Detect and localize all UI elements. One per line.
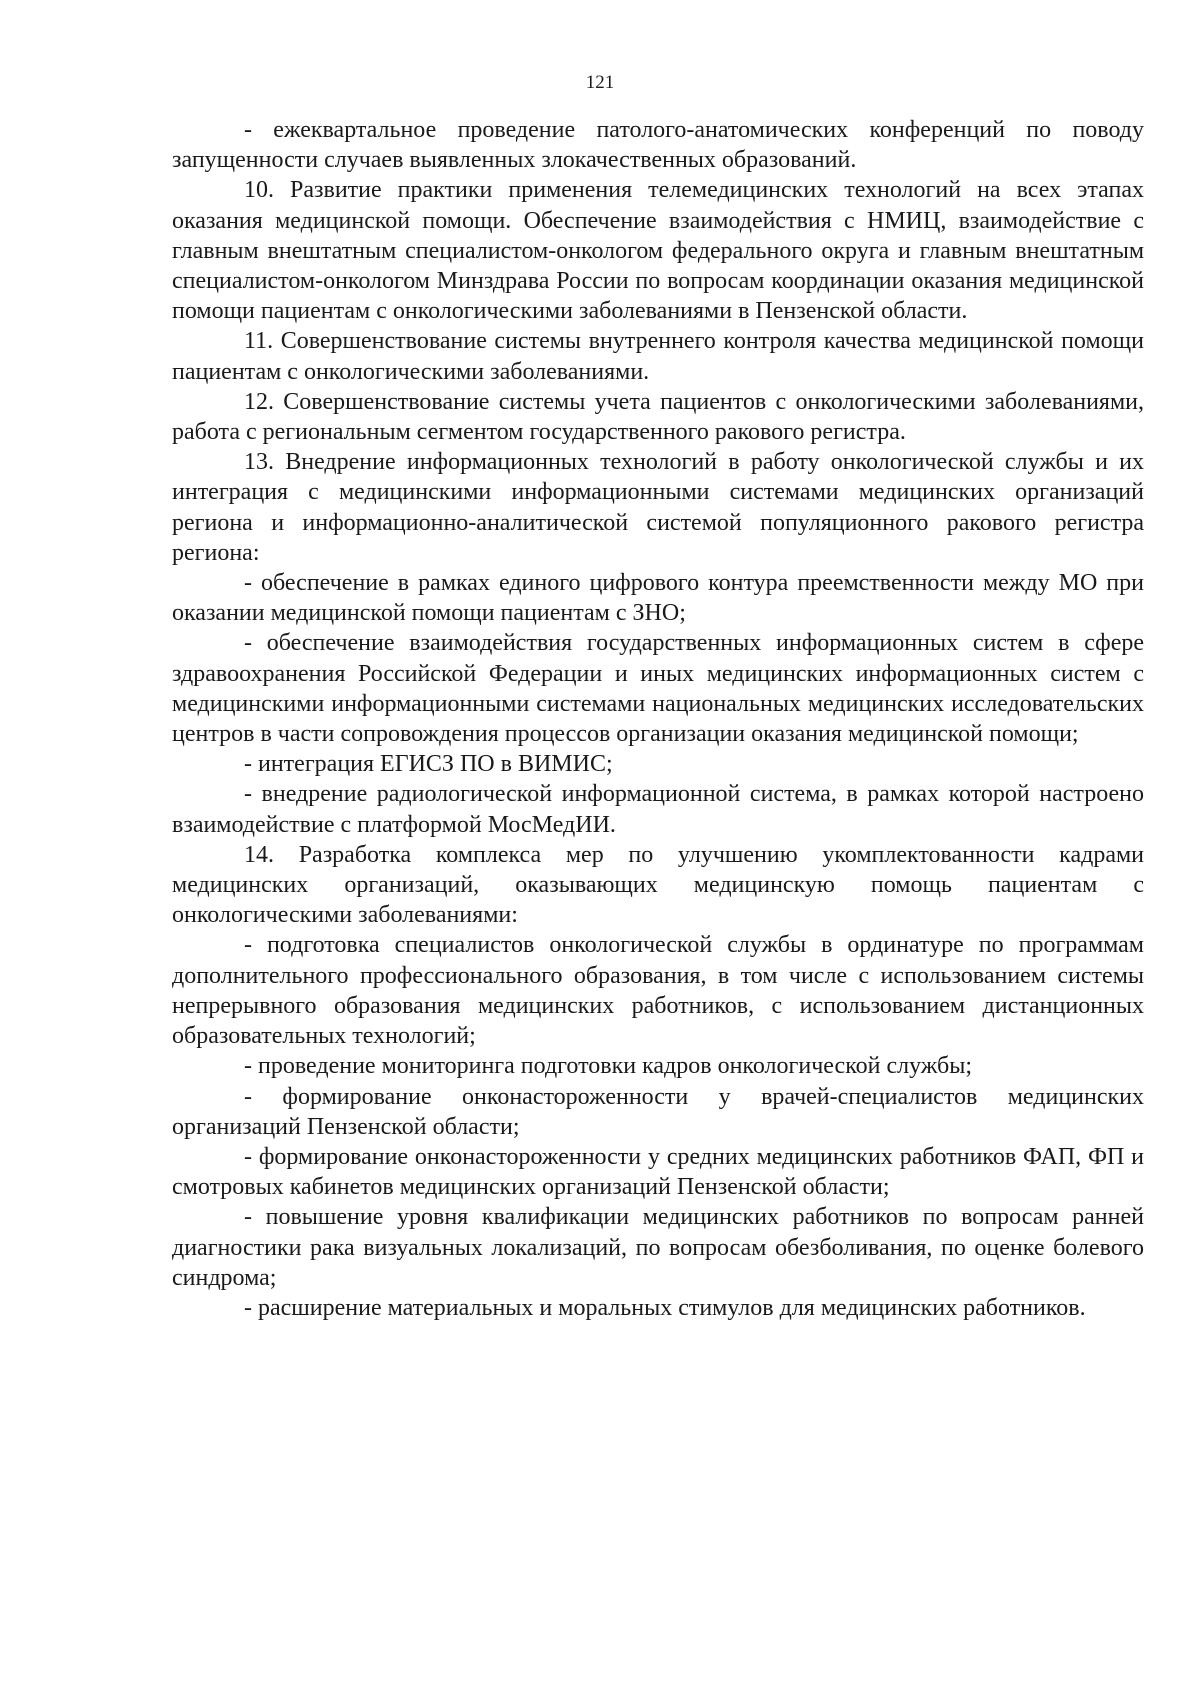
paragraph-systems-interaction: - обеспечение взаимодействия государственных информационных систем в сфере здравоохранения Российской Федерации и иных медицинских информационных систем с медицинскими информационными системами национальных медицинских исследовательских центров в части сопровождения процессов организации оказания медицинской помощи; — [172, 630, 1144, 748]
paragraph-nurses-awareness: - формирование онконастороженности у средних медицинских работников ФАП, ФП и смотровых кабинетов медицинских организаций Пензенской области; — [172, 1143, 1144, 1201]
paragraph-digital-contour: - обеспечение в рамках единого цифрового контура преемственности между МО при оказании медицинской помощи пациентам с ЗНО; — [172, 570, 1144, 627]
paragraph-item-12: 12. Совершенствование системы учета пациентов с онкологическими заболеваниями, работа с региональным сегментом государственного ракового регистра. — [172, 388, 1144, 446]
paragraph-item-14: 14. Разработка комплекса мер по улучшению укомплектованности кадрами медицинских организаций, оказывающих медицинскую помощь пациентам с онкологическими заболеваниями: — [172, 841, 1144, 929]
paragraph-monitoring: - проведение мониторинга подготовки кадров онкологической службы; — [244, 1053, 973, 1080]
paragraph-qualification: - повышение уровня квалификации медицинских работников по вопросам ранней диагностики рака визуальных локализаций, по вопросам обезболивания, по оценке болевого синдрома; — [172, 1204, 1144, 1291]
paragraph-item-11: 11. Совершенствование системы внутреннего контроля качества медицинской помощи пациентам с онкологическими заболеваниями. — [172, 328, 1144, 385]
paragraph-conferences: - ежеквартальное проведение патолого-анатомических конференций по поводу запущенности случаев выявленных злокачественных образований. — [172, 117, 1144, 174]
paragraph-specialist-training: - подготовка специалистов онкологической службы в ординатуре по программам дополнительного профессионального образования, в том числе с использованием системы непрерывного образования медицинских работников, с использованием дистанционных образовательных технологий; — [172, 932, 1144, 1050]
document-body — [172, 115, 1144, 1323]
page-number: 121 — [585, 72, 615, 93]
paragraph-item-13: 13. Внедрение информационных технологий в работу онкологической службы и их интеграция с медицинскими информационными системами медицинских организаций региона и информационно-аналитической системой популяционного ракового регистра региона: — [172, 449, 1144, 566]
paragraph-doctors-awareness: - формирование онконастороженности у врачей-специалистов медицинских организаций Пензенской области; — [172, 1083, 1144, 1140]
paragraph-item-10: 10. Развитие практики применения телемедицинских технологий на всех этапах оказания медицинской помощи. Обеспечение взаимодействия с НМИЦ, взаимодействие с главным внештатным специалистом-онкологом федерального округа и главным внештатным специалистом-онкологом Минздрава России по вопросам координации оказания медицинской помощи пациентам с онкологическими заболеваниями в Пензенской области. — [172, 177, 1144, 325]
paragraph-incentives: - расширение материальных и моральных стимулов для медицинских работников. — [244, 1294, 1086, 1321]
paragraph-radiology-system: - внедрение радиологической информационной система, в рамках которой настроено взаимодействие с платформой МосМедИИ. — [172, 781, 1144, 838]
paragraph-egisz-integration: - интеграция ЕГИСЗ ПО в ВИМИС; — [244, 751, 613, 778]
